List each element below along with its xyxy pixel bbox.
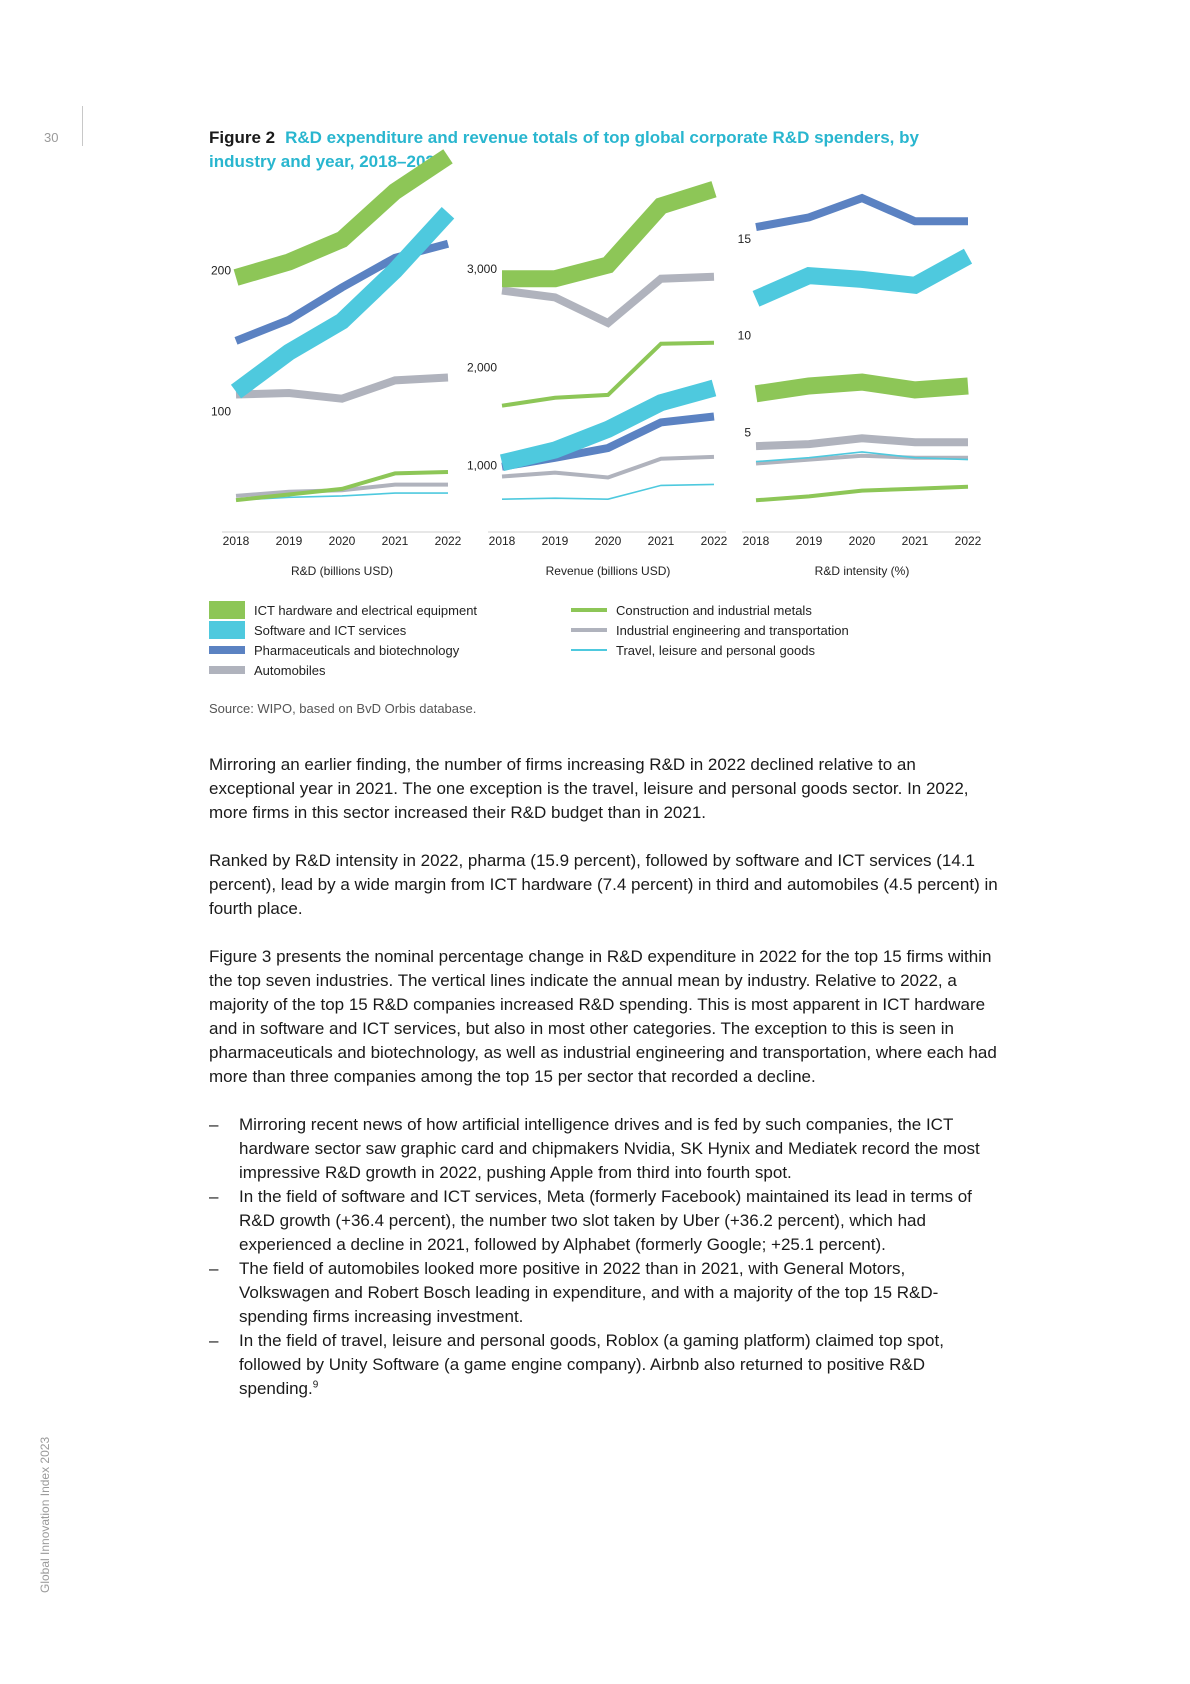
y-tick-label: 100 <box>210 404 231 419</box>
x-tick-label: 2022 <box>954 534 982 548</box>
legend-label: Software and ICT services <box>254 622 407 638</box>
x-tick-label: 2020 <box>594 534 622 548</box>
paragraph: Mirroring an earlier finding, the number of firms increasing R&D in 2022 declined relative to an exceptional year in 2021. The one exception is the travel, leisure and personal goods sector. In 2022, more firms in this sector increased their R&D budget than in 2021. <box>209 755 969 822</box>
bullet-item: – The field of automobiles looked more positive in 2022 than in 2021, with General Motors, Volkswagen and Robert Bosch leading in expenditure, and with a majority of the top 15 R&D-spending firms increasing investment. <box>209 1257 999 1329</box>
x-tick-label: 2018 <box>222 534 250 548</box>
x-axis-label: Revenue (billions USD) <box>545 564 671 578</box>
legend-right <box>571 600 849 660</box>
legend-item <box>209 660 477 680</box>
legend-label: ICT hardware and electrical equipment <box>254 602 478 618</box>
series-line <box>756 198 968 227</box>
series-line <box>756 256 968 299</box>
x-tick-label: 2018 <box>488 534 516 548</box>
series-line <box>756 382 968 394</box>
x-axis-label: R&D (billions USD) <box>290 564 394 578</box>
running-title: Global Innovation Index 2023 <box>38 1436 52 1593</box>
legend-swatch <box>571 649 607 651</box>
series-line <box>756 438 968 446</box>
legend-swatch <box>209 621 245 639</box>
x-tick-label: 2020 <box>848 534 876 548</box>
bullet-item: – Mirroring recent news of how artificial intelligence drives and is fed by such companies, the ICT hardware sector saw graphic card and chipmakers Nvidia, SK Hynix and Mediatek record the most impressive R&D growth in 2022, pushing Apple from third into fourth spot. <box>209 1113 999 1185</box>
legend-item <box>571 620 849 640</box>
figure-source: Source: WIPO, based on BvD Orbis database. <box>209 701 477 716</box>
x-tick-label: 2021 <box>647 534 675 548</box>
x-tick-label: 2018 <box>742 534 770 548</box>
x-axis-label: R&D intensity (%) <box>814 564 910 578</box>
y-tick-label: 2,000 <box>466 360 497 375</box>
legend-swatch <box>209 666 245 674</box>
series-line <box>236 378 448 399</box>
legend-label: Pharmaceuticals and biotechnology <box>254 642 460 658</box>
legend-label: Travel, leisure and personal goods <box>616 642 815 658</box>
paragraph: Ranked by R&D intensity in 2022, pharma (15.9 percent), followed by software and ICT services (14.1 percent), lead by a wide margin from ICT hardware (7.4 percent) in third and automobiles (4.5 percent) in fourth place. <box>209 851 998 918</box>
legend-swatch <box>571 608 607 612</box>
series-line <box>502 484 714 499</box>
y-tick-label: 5 <box>744 425 751 440</box>
figure-label: Figure 2 <box>209 128 276 147</box>
y-tick-label: 10 <box>737 328 751 343</box>
series-line <box>756 487 968 501</box>
bullet-item-last <box>209 1329 999 1401</box>
legend-item <box>209 600 477 620</box>
bullet-item: – In the field of software and ICT services, Meta (formerly Facebook) maintained its lead in terms of R&D growth (+36.4 percent), the number two slot taken by Uber (+36.2 percent), which had experienced a decline in 2021, followed by Alphabet (formerly Google; +25.1 percent). <box>209 1185 999 1257</box>
y-tick-label: 15 <box>737 231 751 246</box>
chart-panel <box>211 156 462 578</box>
legend-left <box>209 600 477 680</box>
legend-swatch <box>209 646 245 654</box>
legend-swatch <box>209 601 245 619</box>
chart-panel <box>467 189 728 578</box>
series-line <box>502 189 714 279</box>
x-tick-label: 2022 <box>434 534 462 548</box>
legend-item <box>209 620 477 640</box>
legend-label: Construction and industrial metals <box>616 602 812 618</box>
body-text <box>209 753 999 1401</box>
x-tick-label: 2021 <box>901 534 929 548</box>
x-tick-label: 2022 <box>700 534 728 548</box>
footnote-ref: 9 <box>312 1379 319 1391</box>
figure-title: R&D expenditure and revenue totals of top global corporate R&D spenders, by industry and year, 2018–2022 <box>209 128 919 171</box>
x-tick-label: 2020 <box>328 534 356 548</box>
legend-item <box>571 640 849 660</box>
legend-item <box>209 640 477 660</box>
x-tick-label: 2019 <box>275 534 303 548</box>
legend-label: Automobiles <box>254 662 326 678</box>
y-tick-label: 1,000 <box>466 458 497 473</box>
charts-figure <box>0 0 1190 600</box>
legend-swatch <box>571 628 607 632</box>
legend-item <box>571 600 849 620</box>
x-tick-label: 2021 <box>381 534 409 548</box>
chart-panel <box>738 198 982 578</box>
bullet-text: In the field of travel, leisure and personal goods, Roblox (a gaming platform) claimed top spot, followed by Unity Software (a game engine company). Airbnb also returned to positive R&D spending. <box>239 1331 944 1398</box>
paragraph: Figure 3 presents the nominal percentage change in R&D expenditure in 2022 for the top 15 firms within the top seven industries. The vertical lines indicate the annual mean by industry. Relative to 2022, a majority of the top 15 R&D companies increased R&D spending. This is most apparent in ICT hardware and in software and ICT services, but also in most other categories. The exception to this is seen in pharmaceuticals and biotechnology, as well as industrial engineering and transportation, where each had more than three companies among the top 15 per sector that recorded a decline. <box>209 947 997 1086</box>
page-number: 30 <box>44 130 59 145</box>
x-tick-label: 2019 <box>795 534 823 548</box>
y-tick-label: 3,000 <box>466 261 497 276</box>
y-tick-label: 200 <box>210 263 231 278</box>
x-tick-label: 2019 <box>541 534 569 548</box>
legend-label: Industrial engineering and transportation <box>616 622 849 638</box>
bullet-list <box>209 1113 999 1401</box>
